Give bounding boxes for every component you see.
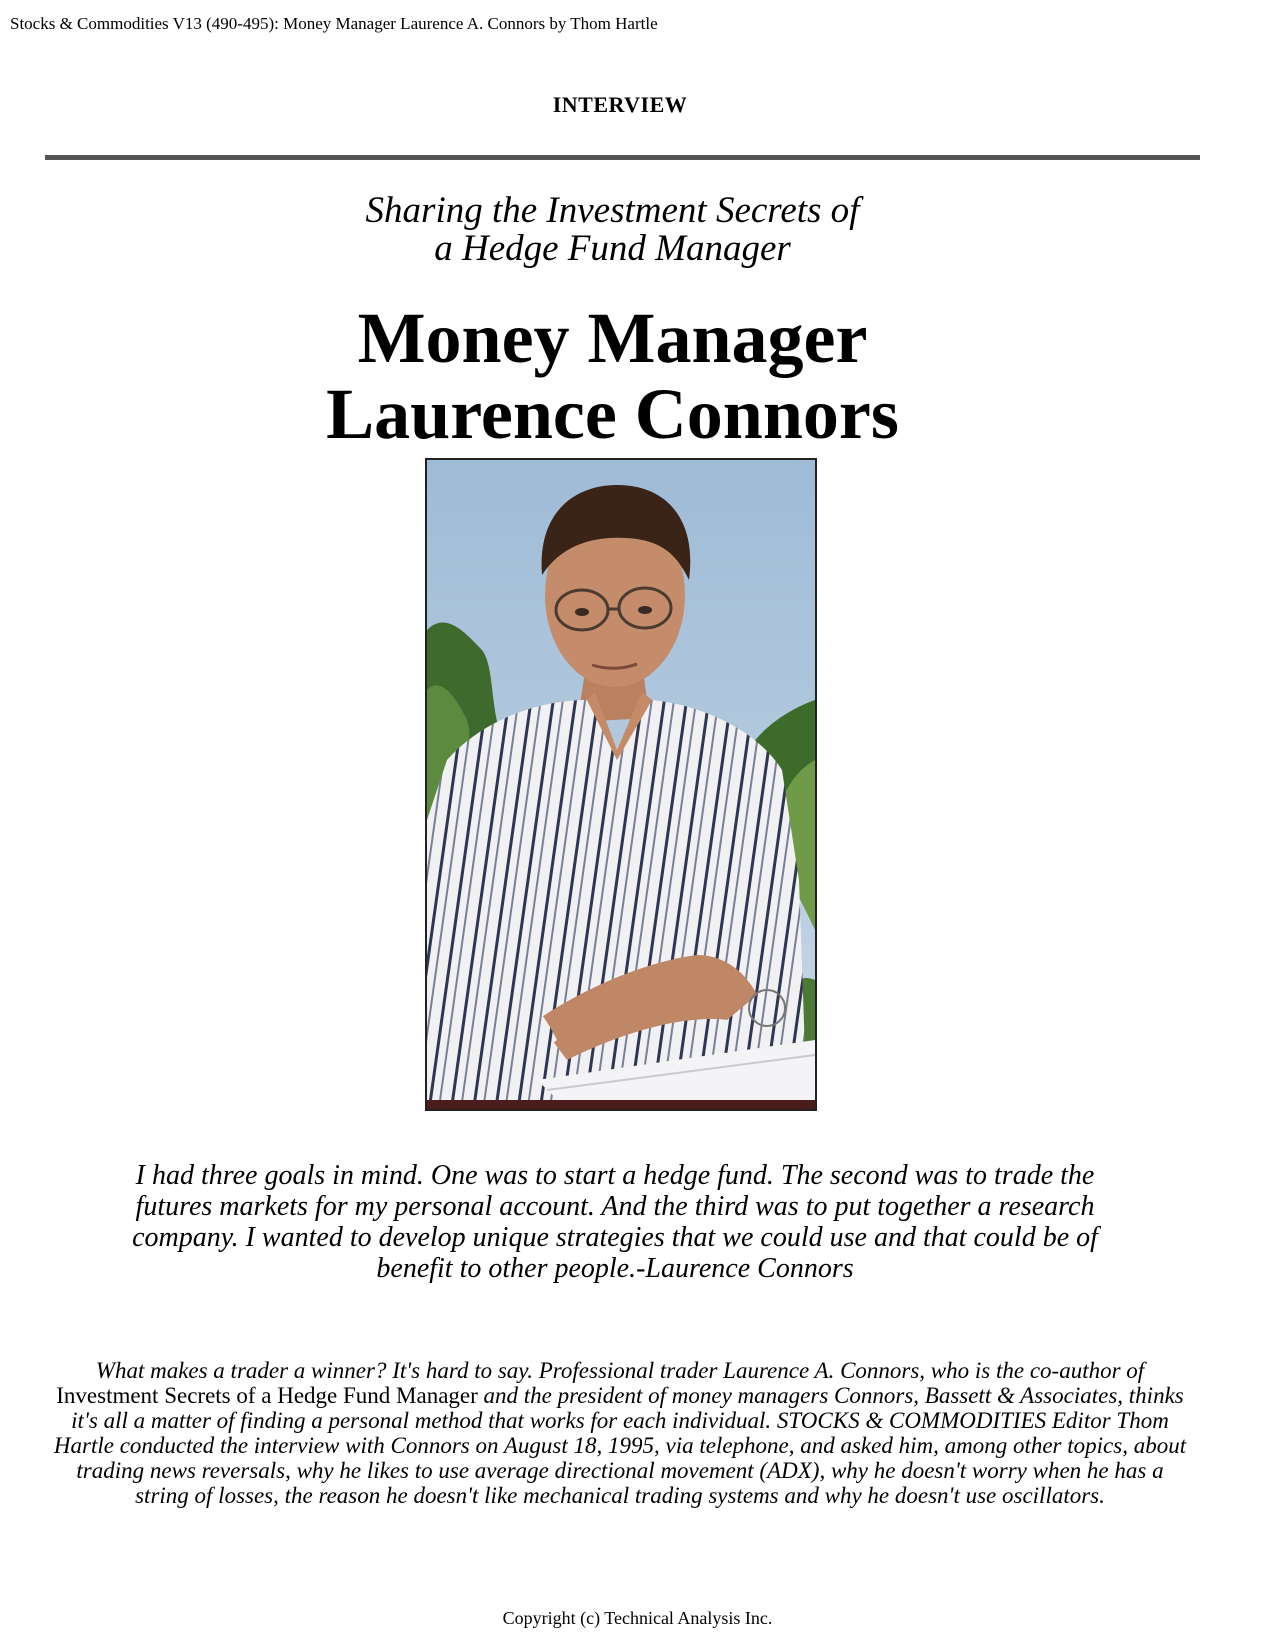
document-header: Stocks & Commodities V13 (490-495): Money Manager Laurence A. Connors by Thom Hartle [10,14,658,33]
intro-text-part-1: What makes a trader a winner? It's hard to say. Professional trader Laurence A. Connors, who is the co-author of [95,1358,1145,1383]
copyright-footer: Copyright (c) Technical Analysis Inc. [502,1608,773,1628]
section-label: INTERVIEW [552,92,688,117]
article-subtitle [0,192,1225,268]
intro-text-part-2: and the president of money managers Connors, Bassett & Associates, thinks it's all a matter of finding a personal method that works for each individual. STOCKS & COMMODITIES Editor Thom Hartle conducted the interview with Connors on August 18, 1995, via telephone, and asked him, among other topics, about trading news reversals, why he likes to use average directional movement (ADX), why he doesn't worry when he has a string of losses, the reason he doesn't like mechanical trading systems and why he doesn't use oscillators. [53,1383,1187,1508]
title-line-2: Laurence Connors [326,374,899,454]
portrait-photo [425,458,817,1111]
subtitle-line-2: a Hedge Fund Manager [434,228,791,269]
subtitle-line-1: Sharing the Investment Secrets of [365,190,860,231]
intro-paragraph [50,1358,1190,1508]
title-line-1: Money Manager [357,298,868,378]
horizontal-rule [45,155,1200,160]
pull-quote: I had three goals in mind. One was to start a hedge fund. The second was to trade the futures markets for my personal account. And the third was to put together a research company. I wanted to develop unique strategies that we could use and that could be of benefit to other people.-Laurence Connors [132,1160,1098,1284]
article-title [0,300,1225,452]
book-title: Investment Secrets of a Hedge Fund Manager [56,1383,478,1408]
